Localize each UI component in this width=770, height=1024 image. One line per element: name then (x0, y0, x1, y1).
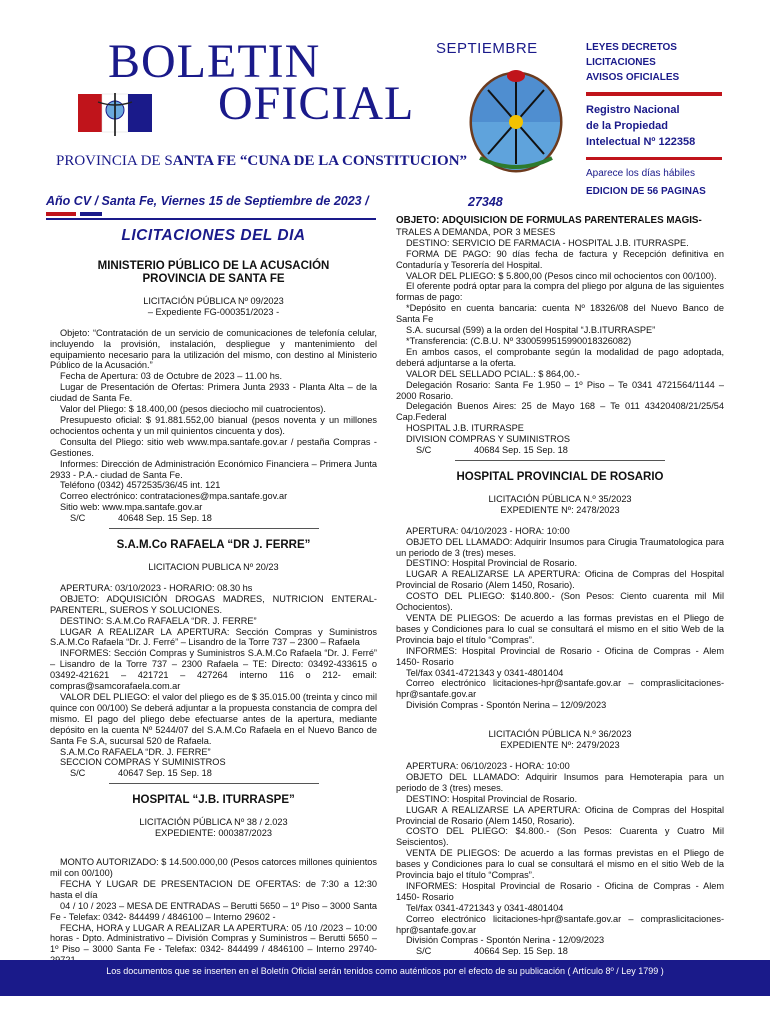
notice-paragraph: Consulta del Pliego: sitio web www.mpa.santafe.gov.ar / pestaña Compras - Gestiones. (50, 436, 377, 458)
content-types (586, 40, 679, 85)
month-label: SEPTIEMBRE (436, 40, 538, 57)
notice-paragraph: *Depósito en cuenta bancaria: cuenta Nº 18326/08 del Nuevo Banco de Santa Fe (396, 303, 724, 325)
notice-subtitle: LICITACION PUBLICA Nº 20/23 (148, 562, 279, 573)
notice-heading: PROVINCIA DE SANTA FE (142, 272, 285, 285)
notice-paragraph: INFORMES: Hospital Provincial de Rosario - Oficina de Compras - Alem 1450- Rosario (396, 880, 724, 902)
notice-paragraph: VALOR DEL PLIEGO: $ 5.800,00 (Pesos cinco mil ochocientos con 00/100). (406, 270, 717, 281)
notice-paragraph: VALOR DEL PLIEGO: el valor del pliego es de $ 35.015.00 (treinta y cinco mil quince con 00/100) Se deberá adjuntar a la propuesta constancia de compra del mismo. El pago del pliego debe efectuarse antes de la apertura, mediante depósito en la cuenta Nº 5244/07 del S.A.M.Co Rafaela en el Nuevo Banco de Santa Fe S.A, sucursal 520 de Rafaela. (50, 692, 377, 746)
notice-paragraph: APERTURA: 03/10/2023 - HORARIO: 08.30 hs (60, 582, 253, 593)
provincial-seal-icon (458, 60, 574, 176)
registro-line: Registro Nacional (586, 104, 680, 116)
registro-line: de la Propiedad (586, 120, 668, 132)
notice-paragraph: División Compras - Spontón Nerina - 12/09/2023 (406, 935, 605, 946)
notice-paragraph: FECHA Y LUGAR DE PRESENTACION DE OFERTAS: de 7:30 a 12:30 hasta el día (50, 878, 377, 900)
notice-paragraph: Teléfono (0342) 4572535/36/45 int. 121 (60, 480, 221, 491)
red-rule (586, 157, 722, 160)
notice-paragraph: OBJETO: ADQUISICIÓN DROGAS MADRES, NUTRICION ENTERAL-PARENTERL, SUEROS Y SOLUCIONES. (50, 593, 377, 615)
notice-paragraph: OBJETO DEL LLAMADO: Adquirir Insumos para Cirugia Traumatologica para un periodo de 3 (tres) meses. (396, 536, 724, 558)
notice-heading: HOSPITAL “J.B. ITURRASPE” (132, 794, 295, 807)
notice-paragraph: HOSPITAL J.B. ITURRASPE (406, 423, 524, 434)
notice-paragraph: El oferente podrá optar para la compra del pliego por alguna de las siguientes formas de pago: (396, 281, 724, 303)
notice-paragraph: COSTO DEL PLIEGO: $140.800.- (Son Pesos: Ciento cuarenta mil Mil Ochocientos). (396, 591, 724, 613)
publication-code: S/C 40648 Sep. 15 Sep. 18 (70, 513, 212, 524)
footer-legal-note: Los documentos que se inserten en el Boletín Oficial serán tenidos como auténticos por el efecto de su publicación ( Artículo 8º / Ley 1799 ) (106, 966, 664, 976)
notice-paragraph: Delegación Rosario: Santa Fe 1.950 – 1º Piso – Te 0341 4721564/1144 – 2000 Rosario. (396, 379, 724, 401)
publication-code: S/C 40684 Sep. 15 Sep. 18 (416, 445, 568, 456)
publication-code: S/C 40664 Sep. 15 Sep. 18 (416, 946, 568, 957)
notice-object-title: OBJETO: ADQUISICION DE FORMULAS PARENTERALES MAGIS- (396, 215, 702, 226)
notice-paragraph: S.A.M.Co RAFAELA “DR. J. FERRE” (60, 746, 211, 757)
notice-paragraph: Tel/fax 0341-4721343 y 0341-4801404 (406, 667, 564, 678)
masthead-boletin: BOLETIN (108, 35, 321, 88)
left-column (50, 225, 377, 966)
notice-paragraph: 04 / 10 / 2023 – MESA DE ENTRADAS – Berutti 5650 – 1º Piso – 3000 Santa Fe - Telefax: 0342- 844499 / 4846100 – Interno 29602 - (50, 900, 377, 922)
red-accent (46, 212, 76, 216)
notice-paragraph: DESTINO: Hospital Provincial de Rosario. (406, 793, 578, 804)
red-rule (586, 92, 722, 96)
notice-paragraph: OBJETO DEL LLAMADO: Adquirir Insumos para Hemoterapia para un periodo de 3 (tres) meses. (396, 771, 724, 793)
notice-paragraph: Lugar de Presentación de Ofertas: Primera Junta 2933 - Planta Alta – de la ciudad de Santa Fe. (50, 382, 377, 404)
notice-paragraph: APERTURA: 06/10/2023 - HORA: 10:00 (406, 760, 570, 771)
notice-paragraph: S.A. sucursal (599) a la orden del Hospital “J.B.ITURRASPE” (406, 325, 656, 336)
notice-paragraph: Fecha de Apertura: 03 de Octubre de 2023 – 11.00 hs. (60, 371, 283, 382)
issue-dateline: Año CV / Santa Fe, Viernes 15 de Septiembre de 2023 / (46, 194, 369, 208)
santa-fe-flag-icon (78, 88, 152, 138)
section-title: LICITACIONES DEL DIA (121, 227, 306, 244)
notice-paragraph: Presupuesto oficial: $ 91.881.552,00 bianual (pesos noventa y un millones ochocientos ochenta y un mil quinientos cincuenta y dos). (50, 414, 377, 436)
laws-item: LICITACIONES (586, 57, 656, 68)
notice-subtitle: LICITACIÓN PÚBLICA Nº 38 / 2.023 (139, 817, 288, 828)
notice-paragraph: DESTINO: Hospital Provincial de Rosario. (406, 558, 578, 569)
notice-paragraph: LUGAR A REALIZARSE LA APERTURA: Oficina de Compras del Hospital Provincial de Rosario (Alem 1450, Rosario). (396, 569, 724, 591)
notice-paragraph: LUGAR A REALIZAR LA APERTURA: Sección Compras y Suministros S.A.M.Co Rafaela “Dr. J. Ferré” – Lisandro de la Torre 737 – 2300 – Rafaela (50, 626, 377, 648)
frequency-note: Aparece los días hábiles (586, 168, 695, 179)
blue-accent (80, 212, 102, 216)
notice-subtitle: EXPEDIENTE: 000387/2023 (155, 828, 272, 839)
province-motto: PROVINCIA DE SANTA FE “CUNA DE LA CONSTITUCION” (56, 153, 468, 169)
edition-pages: EDICION DE 56 PAGINAS (586, 186, 706, 197)
notice-paragraph: VENTA DE PLIEGOS: De acuerdo a las formas previstas en el Pliego de bases y Condiciones para lo cual se consultará el mismo en el sitio Web de la Provincia bajo el título “Compras”. (396, 848, 724, 881)
notice-paragraph: Valor del Pliego: $ 18.400,00 (pesos dieciocho mil cuatrocientos). (60, 404, 326, 415)
notice-paragraph: División Compras - Spontón Nerina – 12/09/2023 (406, 700, 607, 711)
notice-paragraph: LUGAR A REALIZARSE LA APERTURA: Oficina de Compras del Hospital Provincial de Rosario (Alem 1450, Rosario). (396, 804, 724, 826)
laws-item: AVISOS OFICIALES (586, 72, 680, 83)
notice-paragraph: MONTO AUTORIZADO: $ 14.500.000,00 (Pesos catorces millones quinientos mil con 00/100) (50, 857, 377, 878)
notice-heading: MINISTERIO PÚBLICO DE LA ACUSACIÓN (97, 259, 330, 272)
notice-paragraph: Informes: Dirección de Administración Económico Financiera – Primera Junta 2933 - P.A.- ciudad de Santa Fe. (50, 458, 377, 480)
notice-paragraph: VALOR DEL SELLADO PCIAL.: $ 864,00.- (406, 368, 580, 379)
notice-paragraph: INFORMES: Hospital Provincial de Rosario - Oficina de Compras - Alem 1450- Rosario (396, 645, 724, 667)
notice-subtitle: LICITACIÓN PÚBLICA Nº 09/2023 (143, 295, 284, 306)
notice-subtitle: EXPEDIENTE Nº: 2478/2023 (500, 504, 620, 515)
notice-paragraph: Correo electrónico: contrataciones@mpa.santafe.gov.ar (60, 491, 288, 502)
notice-subtitle: EXPEDIENTE Nº: 2479/2023 (500, 740, 620, 751)
laws-item: LEYES DECRETOS (586, 42, 677, 53)
notice-paragraph: *Transferencia: (C.B.U. Nº 3300599515990018326082) (406, 335, 632, 346)
notice-paragraph: APERTURA: 04/10/2023 - HORA: 10:00 (406, 525, 570, 536)
notice-heading: S.A.M.Co RAFAELA “DR J. FERRE” (116, 539, 311, 552)
registro-line: Intelectual Nº 122358 (586, 136, 696, 148)
right-column (396, 216, 724, 957)
notice-paragraph: COSTO DEL PLIEGO: $4.800.- (Son Pesos: Cuarenta y Cuatro Mil Seiscientos). (396, 826, 724, 848)
notice-paragraph: INFORMES: Sección Compras y Suministros S.A.M.Co Rafaela “Dr. J. Ferré” – Lisandro de la Torre 737 – 2300 Rafaela – TE: Directo: 03492-433615 o 03492-421621 – 421721 – 427264 interno 116 o 212- email: compras@samcorafaela.com.ar (50, 648, 377, 692)
notice-paragraph: DESTINO: S.A.M.Co RAFAELA “DR. J. FERRE” (60, 615, 257, 626)
issue-number: 27348 (468, 195, 503, 209)
notice-paragraph: FORMA DE PAGO: 90 días fecha de factura y Recepción definitiva en Contaduría y Tesorería del Hospital. (396, 248, 724, 270)
notice-paragraph: En ambos casos, el comprobante según la modalidad de pago adoptada, deberá adjuntarse a la oferta. (396, 346, 724, 368)
separator (109, 528, 319, 529)
notice-paragraph: VENTA DE PLIEGOS: De acuerdo a las formas previstas en el Pliego de bases y Condiciones para lo cual se consultará el mismo en el sitio Web de la Provincia bajo el título “Compras”. (396, 613, 724, 645)
publication-code: S/C 40647 Sep. 15 Sep. 18 (70, 768, 212, 779)
separator (455, 460, 665, 461)
notice-subtitle: LICITACIÓN PÚBLICA N.º 36/2023 (488, 729, 632, 740)
masthead-oficial: OFICIAL (218, 77, 415, 130)
notice-paragraph: DIVISION COMPRAS Y SUMINISTROS (406, 434, 571, 445)
header-underline (46, 218, 376, 220)
registro-nacional (586, 102, 695, 150)
notice-paragraph: Tel/fax 0341-4721343 y 0341-4801404 (406, 902, 564, 913)
notice-subtitle: LICITACIÓN PÚBLICA N.º 35/2023 (488, 493, 632, 504)
notice-paragraph: Correo electrónico licitaciones-hpr@santafe.gov.ar – compraslicitaciones-hpr@santafe.gov.ar (396, 913, 724, 935)
notice-paragraph: Correo electrónico licitaciones-hpr@santafe.gov.ar – compraslicitaciones-hpr@santafe.gov.ar (396, 678, 724, 700)
notice-paragraph: Objeto: “Contratación de un servicio de comunicaciones de telefonía celular, incluyendo la provisión, instalación, despliegue y mantenimiento del equipamiento necesario para la utilización del mismo, con destino al Ministerio Público de la Acusación.” (50, 327, 377, 371)
notice-heading: HOSPITAL PROVINCIAL DE ROSARIO (456, 470, 664, 483)
notice-paragraph: Delegación Buenos Aires: 25 de Mayo 168 – Te 011 43420408/21/25/54 Cap.Federal (396, 401, 724, 423)
notice-paragraph: DESTINO: SERVICIO DE FARMACIA - HOSPITAL J.B. ITURRASPE. (406, 237, 689, 248)
separator (109, 783, 319, 784)
notice-subtitle: – Expediente FG-000351/2023 - (147, 306, 280, 317)
notice-paragraph: TRALES A DEMANDA, POR 3 MESES (396, 226, 556, 237)
notice-paragraph: Sitio web: www.mpa.santafe.gov.ar (60, 502, 203, 513)
notice-paragraph: FECHA, HORA y LUGAR A REALIZAR LA APERTURA: 05 /10 /2023 – 10:00 horas - Dpto. Administrativo – División Compras y Suministros – Berutti 5650 – 1º Piso – 3000 Santa Fe - Telefax: 0342- 844499 / 4846100 – Interno 29740- (50, 922, 377, 955)
notice-paragraph: SECCION COMPRAS Y SUMINISTROS (60, 757, 226, 768)
